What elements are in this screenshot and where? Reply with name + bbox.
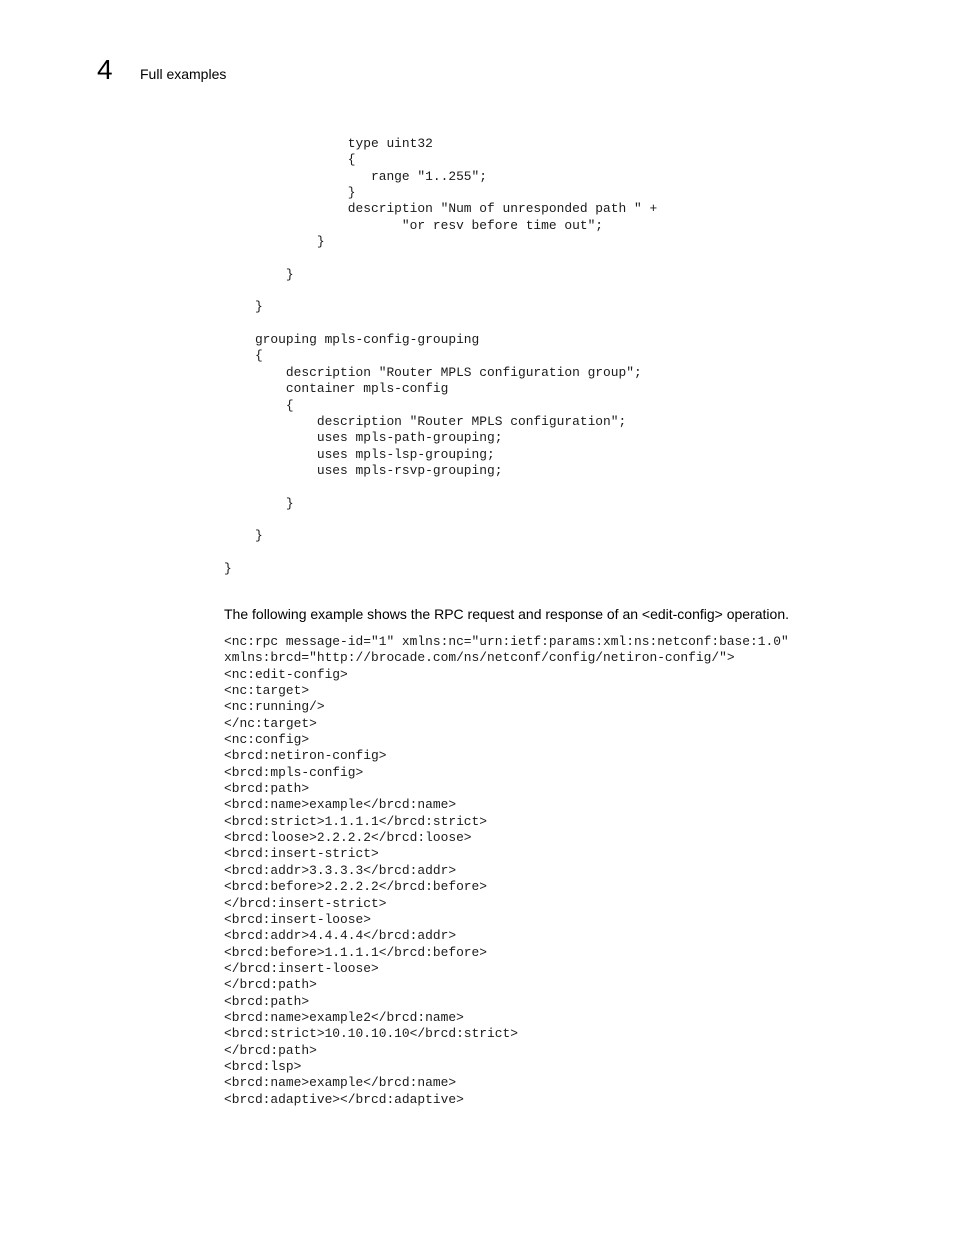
chapter-number: 4 bbox=[97, 54, 113, 85]
yang-schema-code-block: type uint32 { range "1..255"; } description "Num of unresponded path " + "or resv before time out"; } } } grouping mpls-config-grouping { description "Router MPLS configuration group"; container mpls-config { description "Router MPLS configuration"; uses mpls-path-grouping; uses mpls-lsp-grouping; uses mpls-rsvp-grouping; } } } bbox=[224, 136, 658, 576]
chapter-title: Full examples bbox=[140, 66, 227, 82]
rpc-request-code-block: <nc:rpc message-id="1" xmlns:nc="urn:ietf:params:xml:ns:netconf:base:1.0" xmlns:brcd="http://brocade.com/ns/netconf/config/netiron-config/"> <nc:edit-config> <nc:target> <nc:running/> </nc:target> <nc:config> <brcd:netiron-config> <brcd:mpls-config> <brcd:path> <brcd:name>example</brcd:name> <brcd:strict>1.1.1.1</brcd:strict> <brcd:loose>2.2.2.2</brcd:loose> <brcd:insert-strict> <brcd:addr>3.3.3.3</brcd:addr> <brcd:before>2.2.2.2</brcd:before> </brcd:insert-strict> <brcd:insert-loose> <brcd:addr>4.4.4.4</brcd:addr> <brcd:before>1.1.1.1</brcd:before> </brcd:insert-loose> </brcd:path> <brcd:path> <brcd:name>example2</brcd:name> <brcd:strict>10.10.10.10</brcd:strict> </brcd:path> <brcd:lsp> <brcd:name>example</brcd:name> <brcd:adaptive></brcd:adaptive> bbox=[224, 634, 789, 1107]
rpc-example-intro: The following example shows the RPC request and response of an <edit-config> operation. bbox=[224, 606, 790, 622]
